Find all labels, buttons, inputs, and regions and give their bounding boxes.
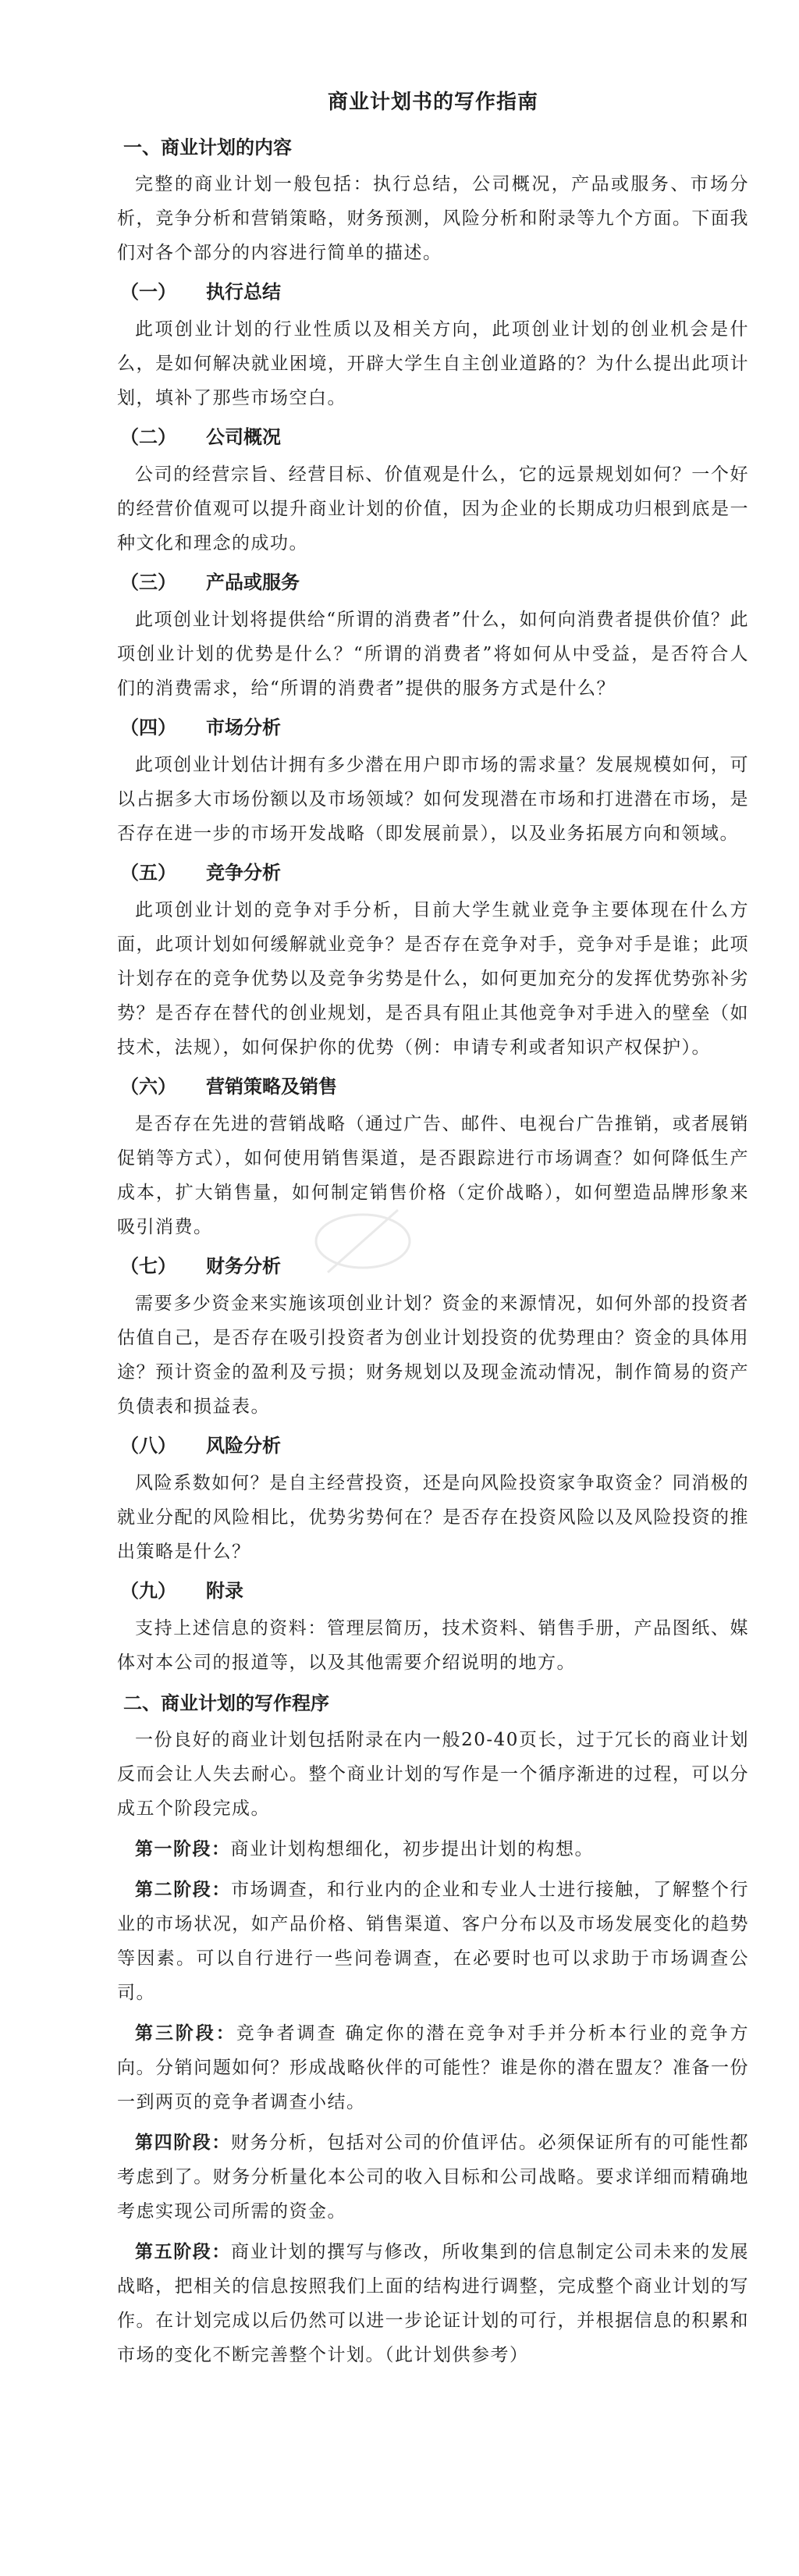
stage-paragraph <box>117 1832 749 1866</box>
section-heading-content: 一、商业计划的内容 <box>123 136 292 158</box>
subsection-number: （六） <box>120 1075 176 1098</box>
subsection-heading <box>120 712 749 743</box>
subsection-title: 财务分析 <box>206 1254 281 1277</box>
subsection-title: 营销策略及销售 <box>206 1075 337 1098</box>
subsection-heading <box>120 1071 749 1102</box>
stage-label: 第一阶段： <box>135 1838 231 1859</box>
subsection-number: （九） <box>120 1579 176 1602</box>
subsection-heading <box>120 1251 749 1282</box>
stage-text: 竞争者调查 确定你的潜在竞争对手并分析本行业的竞争方向。分销问题如何？形成战略伙伴的可能性？谁是你的潜在盟友？准备一份一到两页的竞争者调查小结。 <box>117 2023 750 2112</box>
stage-paragraph <box>117 2126 749 2229</box>
subsection-title: 产品或服务 <box>206 571 300 593</box>
subsection-number: （二） <box>120 425 176 448</box>
stage-text: 商业计划构想细化，初步提出计划的构想。 <box>230 1839 594 1859</box>
procedure-intro: 一份良好的商业计划包括附录在内一般20-40页长，过于冗长的商业计划反而会让人失去耐心。整个商业计划的写作是一个循序渐进的过程，可以分成五个阶段完成。 <box>117 1730 749 1819</box>
subsection-heading <box>120 567 749 598</box>
subsection-heading <box>120 1430 749 1461</box>
subsection-number: （三） <box>120 571 176 593</box>
subsection-heading <box>120 1575 749 1606</box>
watermark-icon <box>297 1194 429 1288</box>
stage-text: 财务分析，包括对公司的价值评估。必须保证所有的可能性都考虑到了。财务分析量化本公司的收入目标和公司战略。要求详细而精确地考虑实现公司所需的资金。 <box>117 2133 750 2222</box>
stage-paragraph <box>117 2235 749 2372</box>
subsection-text: 公司的经营宗旨、经营目标、价值观是什么，它的远景规划如何？一个好的经营价值观可以提升商业计划的价值，因为企业的长期成功归根到底是一种文化和理念的成功。 <box>117 464 749 553</box>
subsection-number: （一） <box>120 280 176 303</box>
subsection-title: 竞争分析 <box>206 861 281 884</box>
subsection-text: 支持上述信息的资料：管理层简历，技术资料、销售手册，产品图纸、媒体对本公司的报道等，以及其他需要介绍说明的地方。 <box>117 1618 749 1673</box>
subsection-title: 公司概况 <box>206 425 281 448</box>
subsection-title: 附录 <box>206 1579 243 1602</box>
subsection-heading <box>120 422 749 453</box>
subsection-title: 市场分析 <box>206 716 281 738</box>
stage-label: 第二阶段： <box>135 1879 231 1900</box>
stage-paragraph <box>117 1873 749 2010</box>
subsection-text: 此项创业计划的行业性质以及相关方向，此项创业计划的创业机会是什么，是如何解决就业困境，开辟大学生自主创业道路的？为什么提出此项计划，填补了那些市场空白。 <box>117 319 749 408</box>
stage-label: 第五阶段： <box>135 2241 231 2262</box>
subsection-heading <box>120 276 749 308</box>
page-title: 商业计划书的写作指南 <box>327 91 538 114</box>
subsection-number: （五） <box>120 861 176 884</box>
subsection-text: 此项创业计划的竞争对手分析，目前大学生就业竞争主要体现在什么方面，此项计划如何缓解就业竞争？是否存在竞争对手，竞争对手是谁；此项计划存在的竞争优势以及竞争劣势是什么，如何更加充分的发挥优势弥补劣势？是否存在替代的创业规划，是否具有阻止其他竞争对手进入的壁垒（如技术，法规），如何保护你的优势（例：申请专利或者知识产权保护）。 <box>117 900 749 1058</box>
stage-label: 第三阶段： <box>135 2023 236 2044</box>
stage-text: 市场调查，和行业内的企业和专业人士进行接触，了解整个行业的市场状况，如产品价格、销售渠道、客户分布以及市场发展变化的趋势等因素。可以自行进行一些问卷调查，在必要时也可以求助于市场调查公司。 <box>117 1880 750 2003</box>
subsection-text: 此项创业计划估计拥有多少潜在用户即市场的需求量？发展规模如何，可以占据多大市场份额以及市场领域？如何发现潜在市场和打进潜在市场，是否存在进一步的市场开发战略（即发展前景），以及业务拓展方向和领域。 <box>117 755 749 844</box>
subsection-number: （八） <box>120 1434 176 1457</box>
subsection-text: 风险系数如何？是自主经营投资，还是向风险投资家争取资金？同消极的就业分配的风险相比，优势劣势何在？是否存在投资风险以及风险投资的推出策略是什么？ <box>117 1473 749 1562</box>
subsection-title: 执行总结 <box>206 280 281 303</box>
subsection-title: 风险分析 <box>206 1434 281 1457</box>
subsection-text: 此项创业计划将提供给“所谓的消费者”什么，如何向消费者提供价值？此项创业计划的优势是什么？“所谓的消费者”将如何从中受益，是否符合人们的消费需求，给“所谓的消费者”提供的服务方式是什么？ <box>117 610 749 699</box>
section-heading-procedure: 二、商业计划的写作程序 <box>123 1692 329 1714</box>
subsection-heading <box>120 857 749 888</box>
stage-text: 商业计划的撰写与修改，所收集到的信息制定公司未来的发展战略，把相关的信息按照我们上面的结构进行调整，完成整个商业计划的写作。在计划完成以后仍然可以进一步论证计划的可行，并根据信息的积累和市场的变化不断完善整个计划。（此计划供参考） <box>117 2242 750 2365</box>
subsection-number: （七） <box>120 1254 176 1277</box>
stage-label: 第四阶段： <box>135 2132 231 2153</box>
section-intro: 完整的商业计划一般包括：执行总结，公司概况，产品或服务、市场分析，竞争分析和营销策略，财务预测，风险分析和附录等九个方面。下面我们对各个部分的内容进行简单的描述。 <box>117 174 749 263</box>
subsection-text: 需要多少资金来实施该项创业计划？资金的来源情况，如何外部的投资者估值自己，是否存在吸引投资者为创业计划投资的优势理由？资金的具体用途？预计资金的盈利及亏损；财务规划以及现金流动情况，制作简易的资产负债表和损益表。 <box>117 1293 749 1417</box>
subsection-number: （四） <box>120 716 176 738</box>
subsection-text: 是否存在先进的营销战略（通过广告、邮件、电视台广告推销，或者展销促销等方式），如何使用销售渠道，是否跟踪进行市场调查？如何降低生产成本，扩大销售量，如何制定销售价格（定价战略），如何塑造品牌形象来吸引消费。 <box>117 1114 749 1237</box>
stage-paragraph <box>117 2016 749 2119</box>
